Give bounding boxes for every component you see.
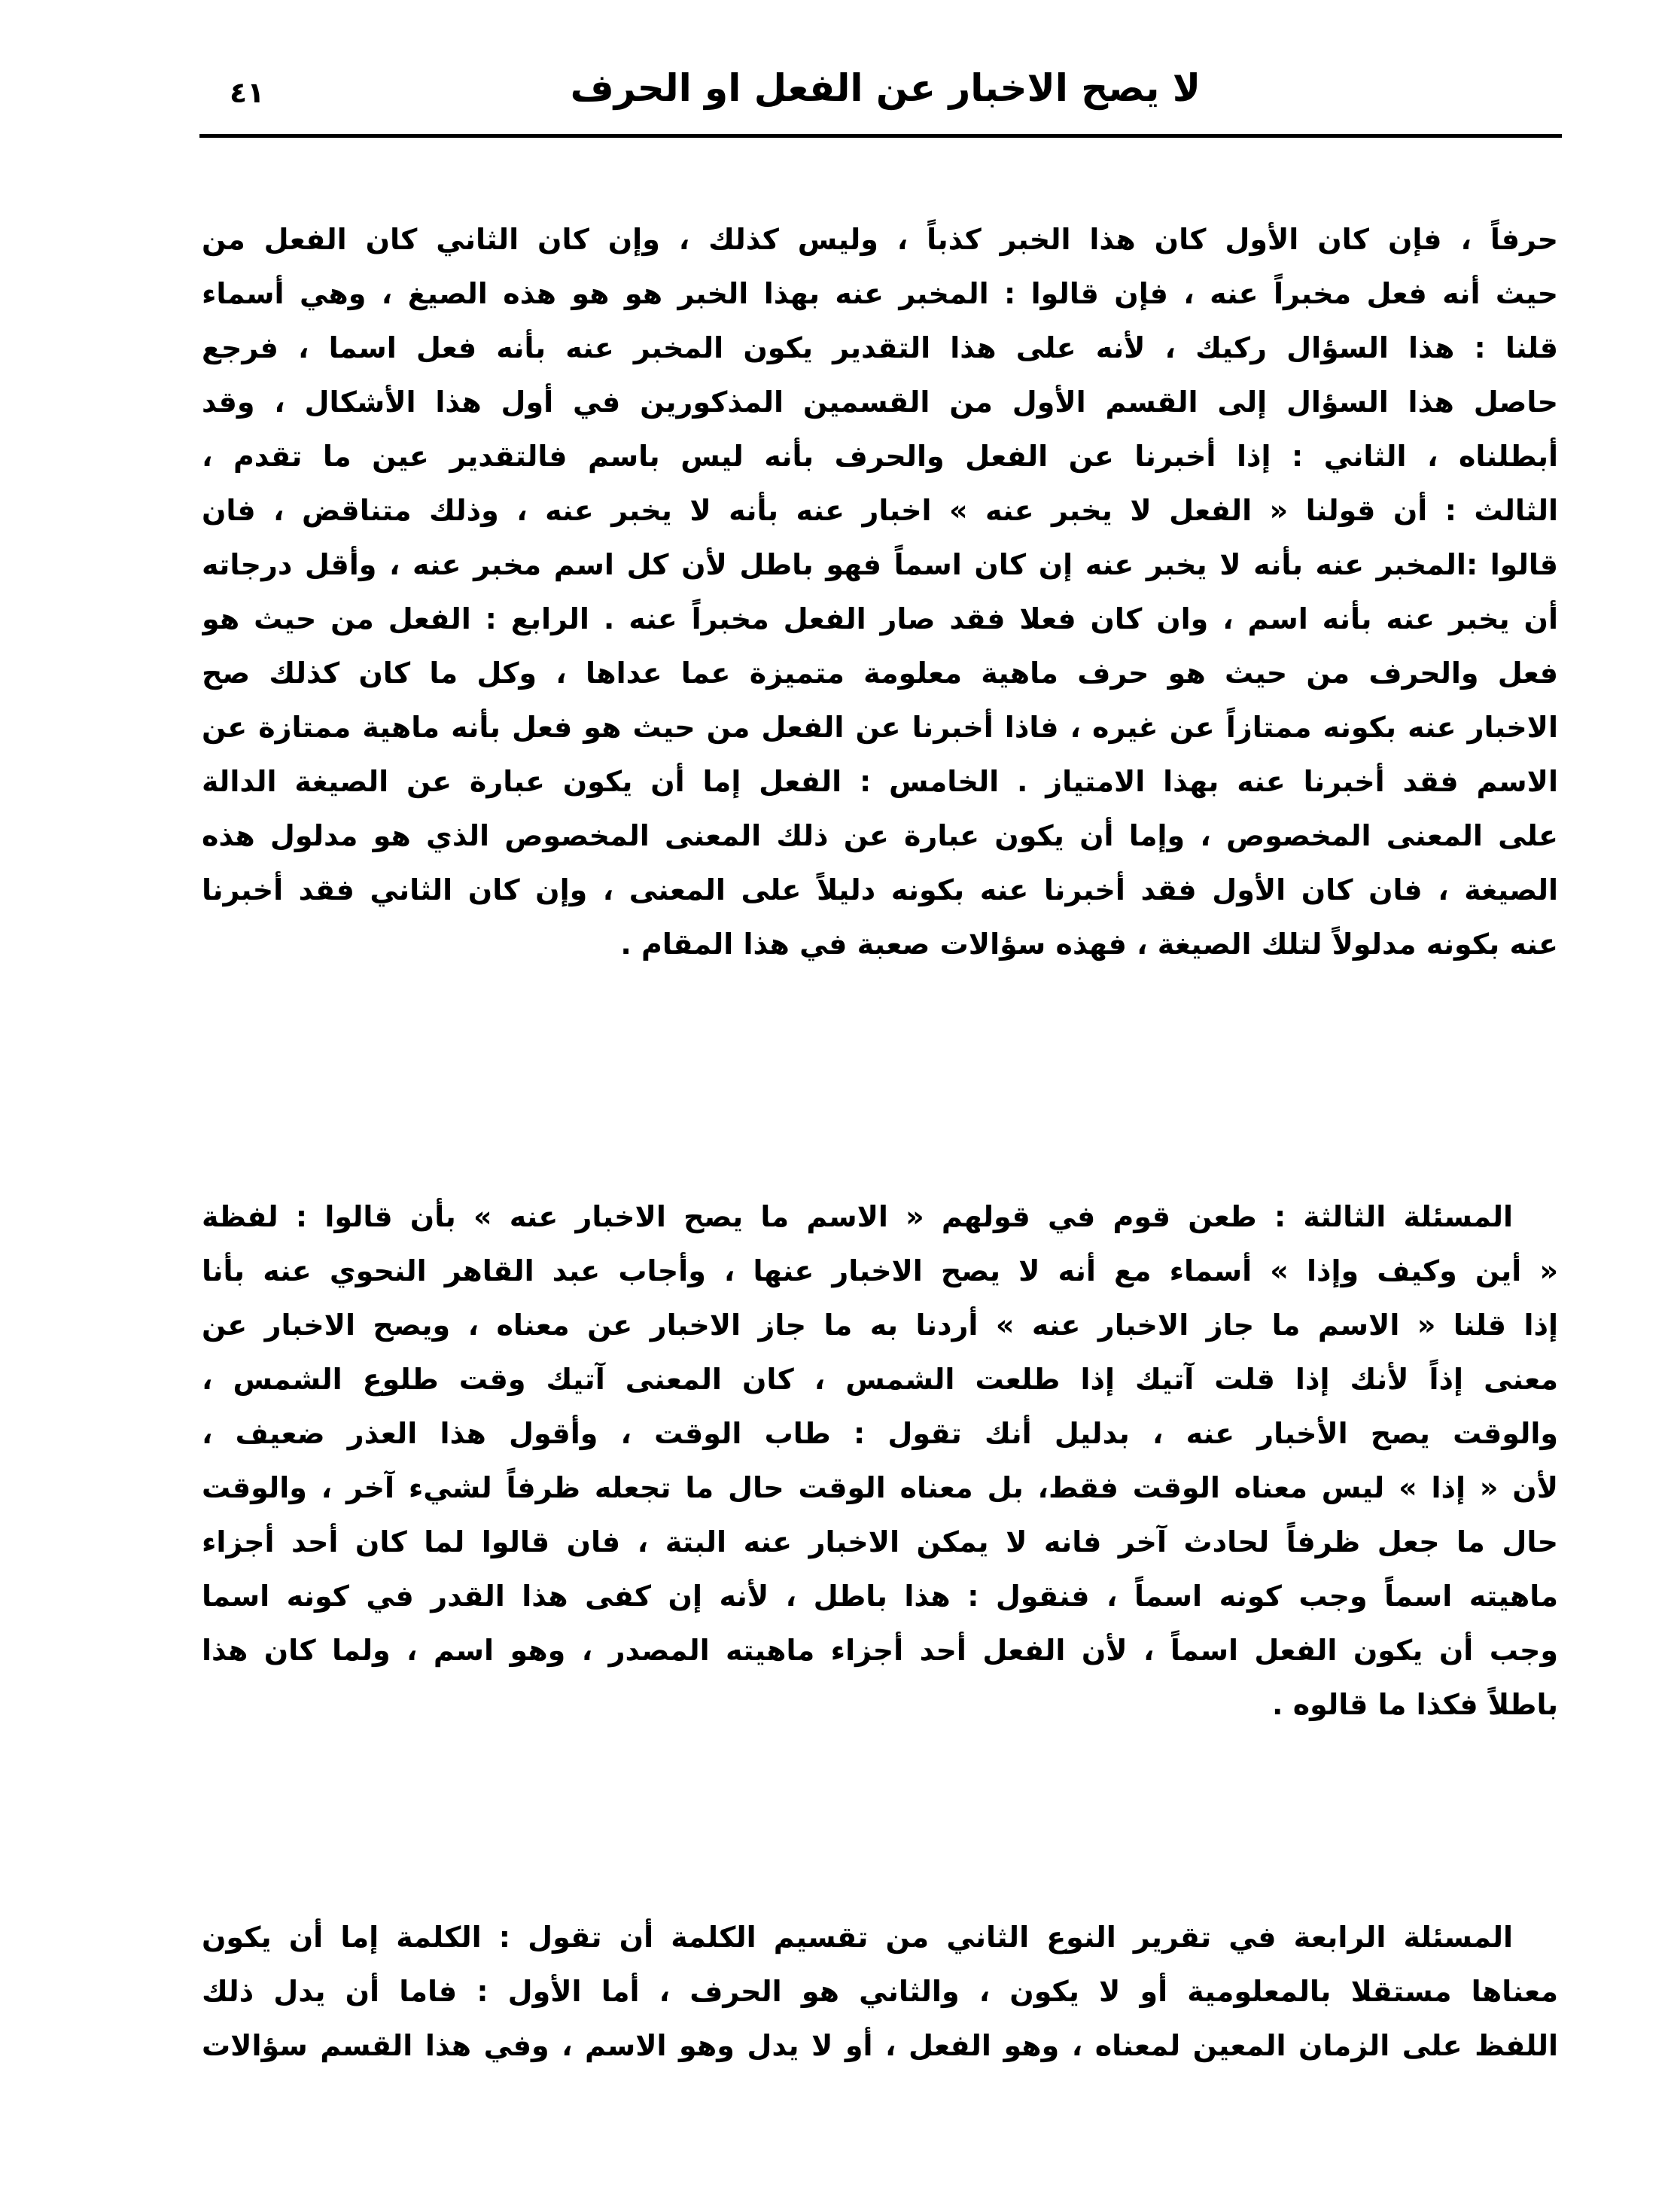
running-title: لا يصح الاخبار عن الفعل او الحرف [570,66,1201,110]
paragraph-3 [202,1910,1558,2073]
text-line: ماهيته اسماً وجب كونه اسماً ، فنقول : هذا باطل ، لأنه إن كفى هذا القدر في كونه اسما [202,1580,1558,1613]
text-line: الثالث : أن قولنا « الفعل لا يخبر عنه » اخبار عنه بأنه لا يخبر عنه ، وذلك متناقض ، فان [202,494,1558,527]
text-line: معناها مستقلا بالمعلومية أو لا يكون ، والثاني هو الحرف ، أما الأول : فاما أن يدل ذلك [202,1975,1558,2008]
text-line: حرفاً ، فإن كان الأول كان هذا الخبر كذباً ، وليس كذلك ، وإن كان الثاني كان الفعل من [202,223,1558,256]
text-line: معنى إذاً لأنك إذا قلت آتيك إذا طلعت الشمس ، كان المعنى آتيك وقت طلوع الشمس ، [202,1363,1558,1396]
text-line: « أين وكيف وإذا » أسماء مع أنه لا يصح الاخبار عنها ، وأجاب عبد القاهر النحوي عنه بأنا [202,1254,1558,1287]
text-line: اللفظ على الزمان المعين لمعناه ، وهو الفعل ، أو لا يدل وهو الاسم ، وفي هذا القسم سؤالات [202,2029,1558,2062]
text-line: حاصل هذا السؤال إلى القسم الأول من القسمين المذكورين في أول هذا الأشكال ، وقد [202,385,1558,419]
text-line: أن يخبر عنه بأنه اسم ، وان كان فعلا فقد صار الفعل مخبراً عنه . الرابع : الفعل من حيث هو [202,602,1558,635]
text-line: أبطلناه ، الثاني : إذا أخبرنا عن الفعل والحرف بأنه ليس باسم فالتقدير عين ما تقدم ، [202,440,1558,473]
paragraph-2 [202,1190,1558,1732]
text-line: لأن « إذا » ليس معناه الوقت فقط، بل معناه الوقت حال ما تجعله ظرفاً لشيء آخر ، والوقت [202,1471,1558,1504]
text-line: والوقت يصح الأخبار عنه ، بدليل أنك تقول : طاب الوقت ، وأقول هذا العذر ضعيف ، [202,1417,1558,1450]
text-line: حيث أنه فعل مخبراً عنه ، فإن قالوا : المخبر عنه بهذا الخبر هو هو هذه الصيغ ، وهي أسماء [202,277,1558,310]
text-line: المسئلة الثالثة : طعن قوم في قولهم « الاسم ما يصح الاخبار عنه » بأن قالوا : لفظة [202,1200,1513,1233]
text-line: عنه بكونه مدلولاً لتلك الصيغة ، فهذه سؤالات صعبة في هذا المقام . [620,928,1558,961]
text-line: قلنا : هذا السؤال ركيك ، لأنه على هذا التقدير يكون المخبر عنه بأنه فعل اسما ، فرجع [202,331,1558,364]
header-rule [199,134,1562,138]
text-line: حال ما جعل ظرفاً لحادث آخر فانه لا يمكن الاخبار عنه البتة ، فان قالوا لما كان أحد أجزاء [202,1525,1558,1558]
text-line: وجب أن يكون الفعل اسماً ، لأن الفعل أحد أجزاء ماهيته المصدر ، وهو اسم ، ولما كان هذا [202,1634,1558,1667]
text-line: الاسم فقد أخبرنا عنه بهذا الامتياز . الخامس : الفعل إما أن يكون عبارة عن الصيغة الدالة [202,765,1558,798]
page-number: ٤١ [230,76,265,109]
paragraph-1 [202,212,1558,971]
text-line: المسئلة الرابعة في تقرير النوع الثاني من تقسيم الكلمة أن تقول : الكلمة إما أن يكون [202,1921,1513,1954]
text-line: الاخبار عنه بكونه ممتازاً عن غيره ، فاذا أخبرنا عن الفعل من حيث هو فعل بأنه ماهية ممتازة عن [202,711,1558,744]
text-line: فعل والحرف من حيث هو حرف ماهية معلومة متميزة عما عداها ، وكل ما كان كذلك صح [202,657,1558,690]
text-line: الصيغة ، فان كان الأول فقد أخبرنا عنه بكونه دليلاً على المعنى ، وإن كان الثاني فقد أخبرنا [202,873,1558,906]
text-line: قالوا :المخبر عنه بأنه لا يخبر عنه إن كان اسماً فهو باطل لأن كل اسم مخبر عنه ، وأقل درجاته [202,548,1558,581]
text-line: على المعنى المخصوص ، وإما أن يكون عبارة عن ذلك المعنى المخصوص الذي هو مدلول هذه [202,819,1558,852]
text-line: باطلاً فكذا ما قالوه . [1272,1688,1558,1721]
page-header [199,53,1562,143]
text-line: إذا قلنا « الاسم ما جاز الاخبار عنه » أردنا به ما جاز الاخبار عن معناه ، ويصح الاخبار عن [202,1309,1558,1342]
